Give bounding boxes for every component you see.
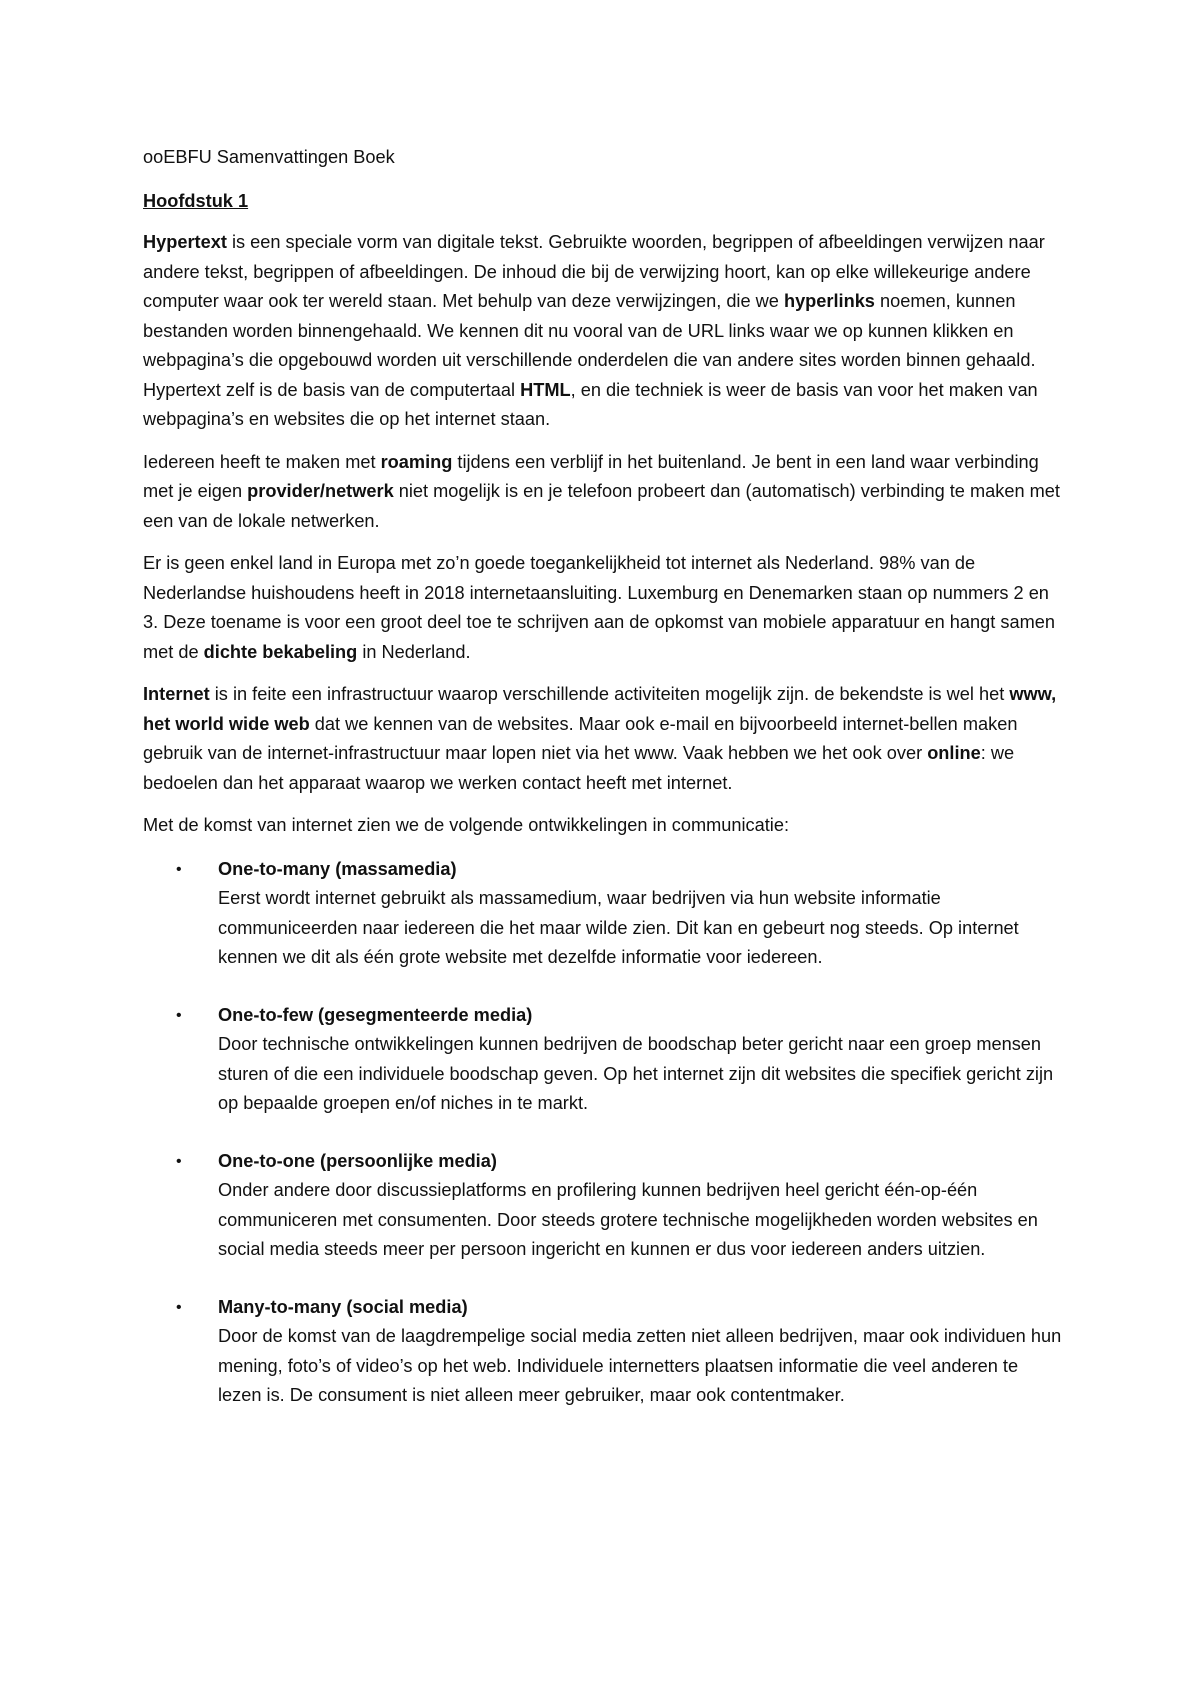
document-body xyxy=(143,143,1063,1439)
paragraph-internet: Internet is in feite een infrastructuur waarop verschillende activiteiten mogelijk zijn. de bekendste is wel het www, het world wide web dat we kennen van de websites. Maar ook e-mail en bijvoorbeeld internet-bellen maken gebruik van de internet-infrastructuur maar lopen niet via het www. Vaak hebben we het ook over online: we bedoelen dan het apparaat waarop we werken contact heeft met internet. xyxy=(143,684,1057,793)
paragraph-intro-developments: Met de komst van internet zien we de volgende ontwikkelingen in communicatie: xyxy=(143,815,790,835)
bullet-icon: • xyxy=(176,1298,182,1316)
list-item xyxy=(143,1293,1063,1411)
bullet-icon: • xyxy=(176,860,182,878)
paragraph-hypertext: Hypertext is een speciale vorm van digitale tekst. Gebruikte woorden, begrippen of afbeeldingen verwijzen naar andere tekst, begrippen of afbeeldingen. De inhoud die bij de verwijzing hoort, kan op elke willekeurige andere computer waar ook ter wereld staan. Met behulp van deze verwijzingen, die we hyperlinks noemen, kunnen bestanden worden binnengehaald. We kennen dit nu vooral van de URL links waar we op kunnen klikken en webpagina’s die opgebouwd worden uit verschillende onderdelen die van andere sites worden binnen gehaald. Hypertext zelf is de basis van de computertaal HTML, en die techniek is weer de basis van voor het maken van webpagina’s en websites die op het internet staan. xyxy=(143,232,1045,429)
bold-term: online xyxy=(927,743,981,763)
bold-term: dichte bekabeling xyxy=(203,641,358,662)
list-item-title: One-to-many (massamedia) xyxy=(218,858,457,879)
bold-term: Hypertext xyxy=(143,232,227,252)
list-item-text: Door technische ontwikkelingen kunnen bedrijven de boodschap beter gericht naar een groep mensen sturen of die een individuele boodschap geven. Op het internet zijn dit websites die specifiek gericht zijn op bepaalde groepen en/of niches in te markt. xyxy=(218,1034,1054,1113)
chapter-heading: Hoofdstuk 1 xyxy=(143,190,249,211)
list-item xyxy=(143,855,1063,973)
bold-term: roaming xyxy=(380,451,453,472)
bold-term: hyperlinks xyxy=(783,291,875,311)
bold-term: www, het world wide web xyxy=(143,684,1057,734)
paragraph-internet-access: Er is geen enkel land in Europa met zo’n goede toegankelijkheid tot internet als Nederland. 98% van de Nederlandse huishoudens heeft in 2018 internetaansluiting. Luxemburg en Denemarken staan op nummers 2 en 3. Deze toename is voor een groot deel toe te schrijven aan de opkomst van mobiele apparatuur en hangt samen met de dichte bekabeling in Nederland. xyxy=(143,553,1055,662)
list-item-text: Eerst wordt internet gebruikt als massamedium, waar bedrijven via hun website informatie communiceerden naar iedereen die het maar wilde zien. Dit kan en gebeurt nog steeds. Op internet kennen we dit als één grote website met dezelfde informatie voor iedereen. xyxy=(218,888,1019,967)
list-item-title: One-to-few (gesegmenteerde media) xyxy=(218,1004,533,1025)
list-item-text: Onder andere door discussieplatforms en profilering kunnen bedrijven heel gericht één-op-één communiceren met consumenten. Door steeds grotere technische mogelijkheden worden websites en social media steeds meer per persoon ingericht en kunnen er dus voor iedereen anders uitzien. xyxy=(218,1180,1038,1259)
bullet-icon: • xyxy=(176,1006,182,1024)
list-item-title: One-to-one (persoonlijke media) xyxy=(218,1150,497,1171)
list-item-text: Door de komst van de laagdrempelige social media zetten niet alleen bedrijven, maar ook individuen hun mening, foto’s of video’s op het web. Individuele internetters plaatsen informatie die veel anderen te lezen is. De consument is niet alleen meer gebruiker, maar ook contentmaker. xyxy=(218,1326,1062,1405)
document-title: ooEBFU Samenvattingen Boek xyxy=(143,147,395,167)
list-item xyxy=(143,1001,1063,1119)
bullet-icon: • xyxy=(176,1152,182,1170)
bold-term: Internet xyxy=(143,684,210,704)
list-item xyxy=(143,1147,1063,1265)
bold-term: provider/netwerk xyxy=(247,481,394,501)
list-item-title: Many-to-many (social media) xyxy=(218,1296,468,1317)
paragraph-roaming: Iedereen heeft te maken met roaming tijdens een verblijf in het buitenland. Je bent in een land waar verbinding met je eigen provider/netwerk niet mogelijk is en je telefoon probeert dan (automatisch) verbinding te maken met een van de lokale netwerken. xyxy=(143,451,1060,531)
developments-list xyxy=(143,855,1063,1411)
bold-term: HTML xyxy=(520,379,571,400)
